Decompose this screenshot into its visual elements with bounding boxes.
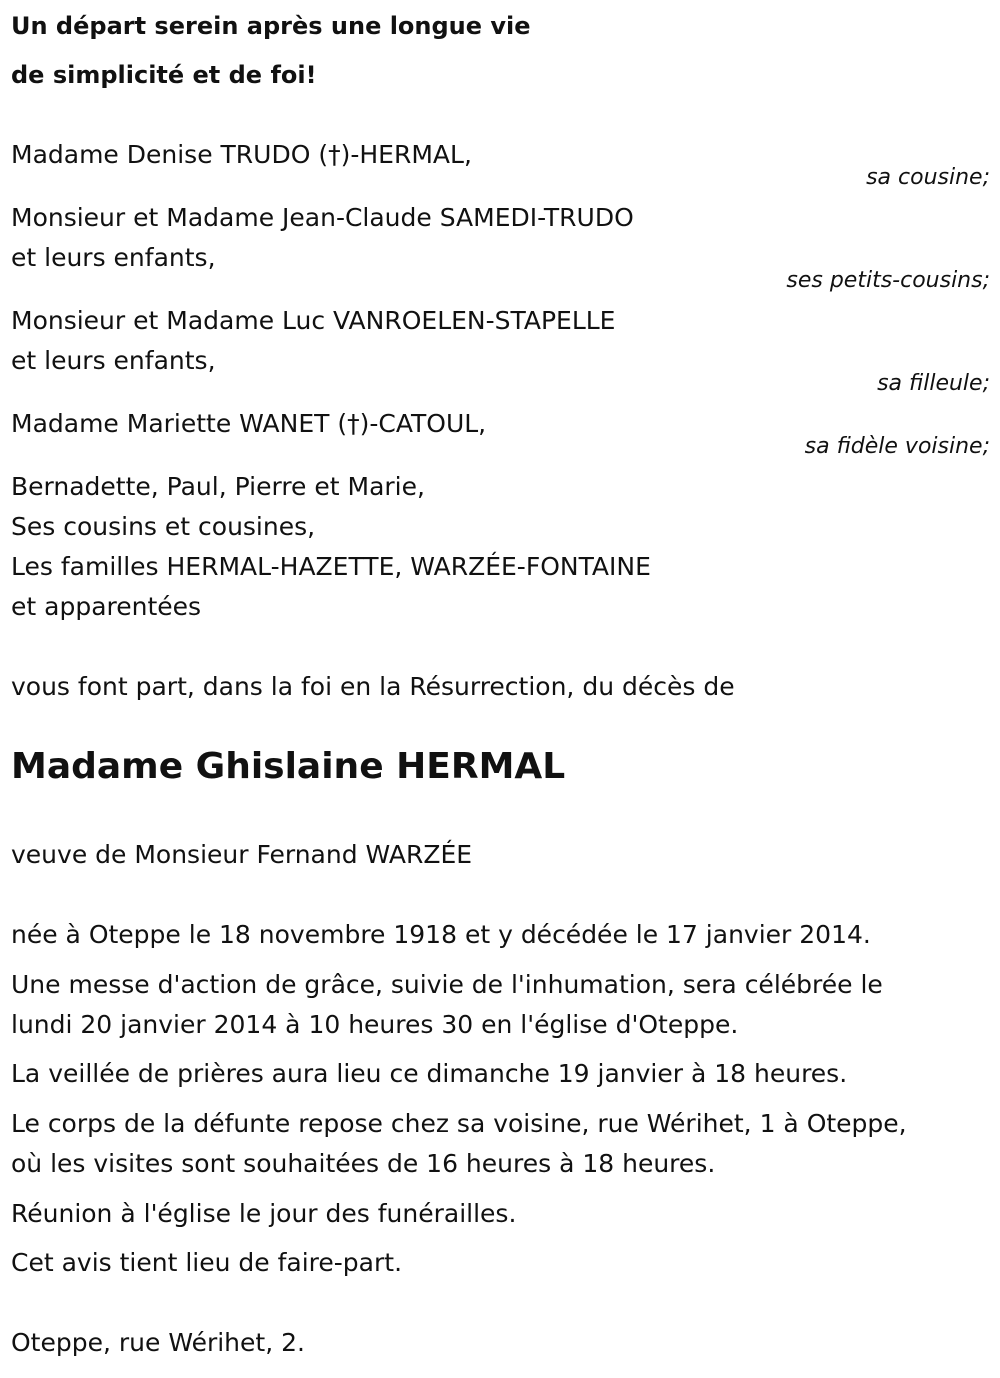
detail-mass-line-1: Une messe d'action de grâce, suivie de l'inhumation, sera célébrée le bbox=[11, 970, 883, 999]
family-member-3-line-1: Monsieur et Madame Luc VANROELEN-STAPELLE bbox=[11, 306, 616, 335]
address: Oteppe, rue Wérihet, 2. bbox=[11, 1328, 305, 1357]
family-member-4-line-1: Madame Mariette WANET (†)-CATOUL, bbox=[11, 409, 487, 438]
deceased-name: Madame Ghislaine HERMAL bbox=[11, 746, 566, 787]
detail-body-line-2: où les visites sont souhaitées de 16 heures à 18 heures. bbox=[11, 1149, 716, 1178]
others-line-4: et apparentées bbox=[11, 592, 202, 621]
others-line-1: Bernadette, Paul, Pierre et Marie, bbox=[11, 472, 425, 501]
family-member-1-relation: sa cousine; bbox=[866, 165, 990, 190]
detail-notice: Cet avis tient lieu de faire-part. bbox=[11, 1248, 403, 1277]
detail-birth-death: née à Oteppe le 18 novembre 1918 et y décédée le 17 janvier 2014. bbox=[11, 920, 871, 949]
widow-of: veuve de Monsieur Fernand WARZÉE bbox=[11, 840, 473, 869]
others-line-2: Ses cousins et cousines, bbox=[11, 512, 316, 541]
family-member-3-line-2: et leurs enfants, bbox=[11, 346, 216, 375]
family-member-2-line-2: et leurs enfants, bbox=[11, 243, 216, 272]
detail-body-line-1: Le corps de la défunte repose chez sa voisine, rue Wérihet, 1 à Oteppe, bbox=[11, 1109, 907, 1138]
intro-line-1: Un départ serein après une longue vie bbox=[11, 12, 531, 40]
others-line-3: Les familles HERMAL-HAZETTE, WARZÉE-FONTAINE bbox=[11, 552, 651, 581]
family-member-4-relation: sa fidèle voisine; bbox=[804, 434, 990, 459]
family-member-2-relation: ses petits-cousins; bbox=[786, 268, 990, 293]
detail-vigil: La veillée de prières aura lieu ce dimanche 19 janvier à 18 heures. bbox=[11, 1059, 848, 1088]
intro-line-2: de simplicité et de foi! bbox=[11, 61, 317, 89]
family-member-1-line-1: Madame Denise TRUDO (†)-HERMAL, bbox=[11, 140, 472, 169]
detail-mass-line-2: lundi 20 janvier 2014 à 10 heures 30 en l'église d'Oteppe. bbox=[11, 1010, 739, 1039]
detail-meeting: Réunion à l'église le jour des funérailles. bbox=[11, 1199, 517, 1228]
announcement: vous font part, dans la foi en la Résurrection, du décès de bbox=[11, 672, 735, 701]
family-member-2-line-1: Monsieur et Madame Jean-Claude SAMEDI-TRUDO bbox=[11, 203, 634, 232]
family-member-3-relation: sa filleule; bbox=[877, 371, 990, 396]
